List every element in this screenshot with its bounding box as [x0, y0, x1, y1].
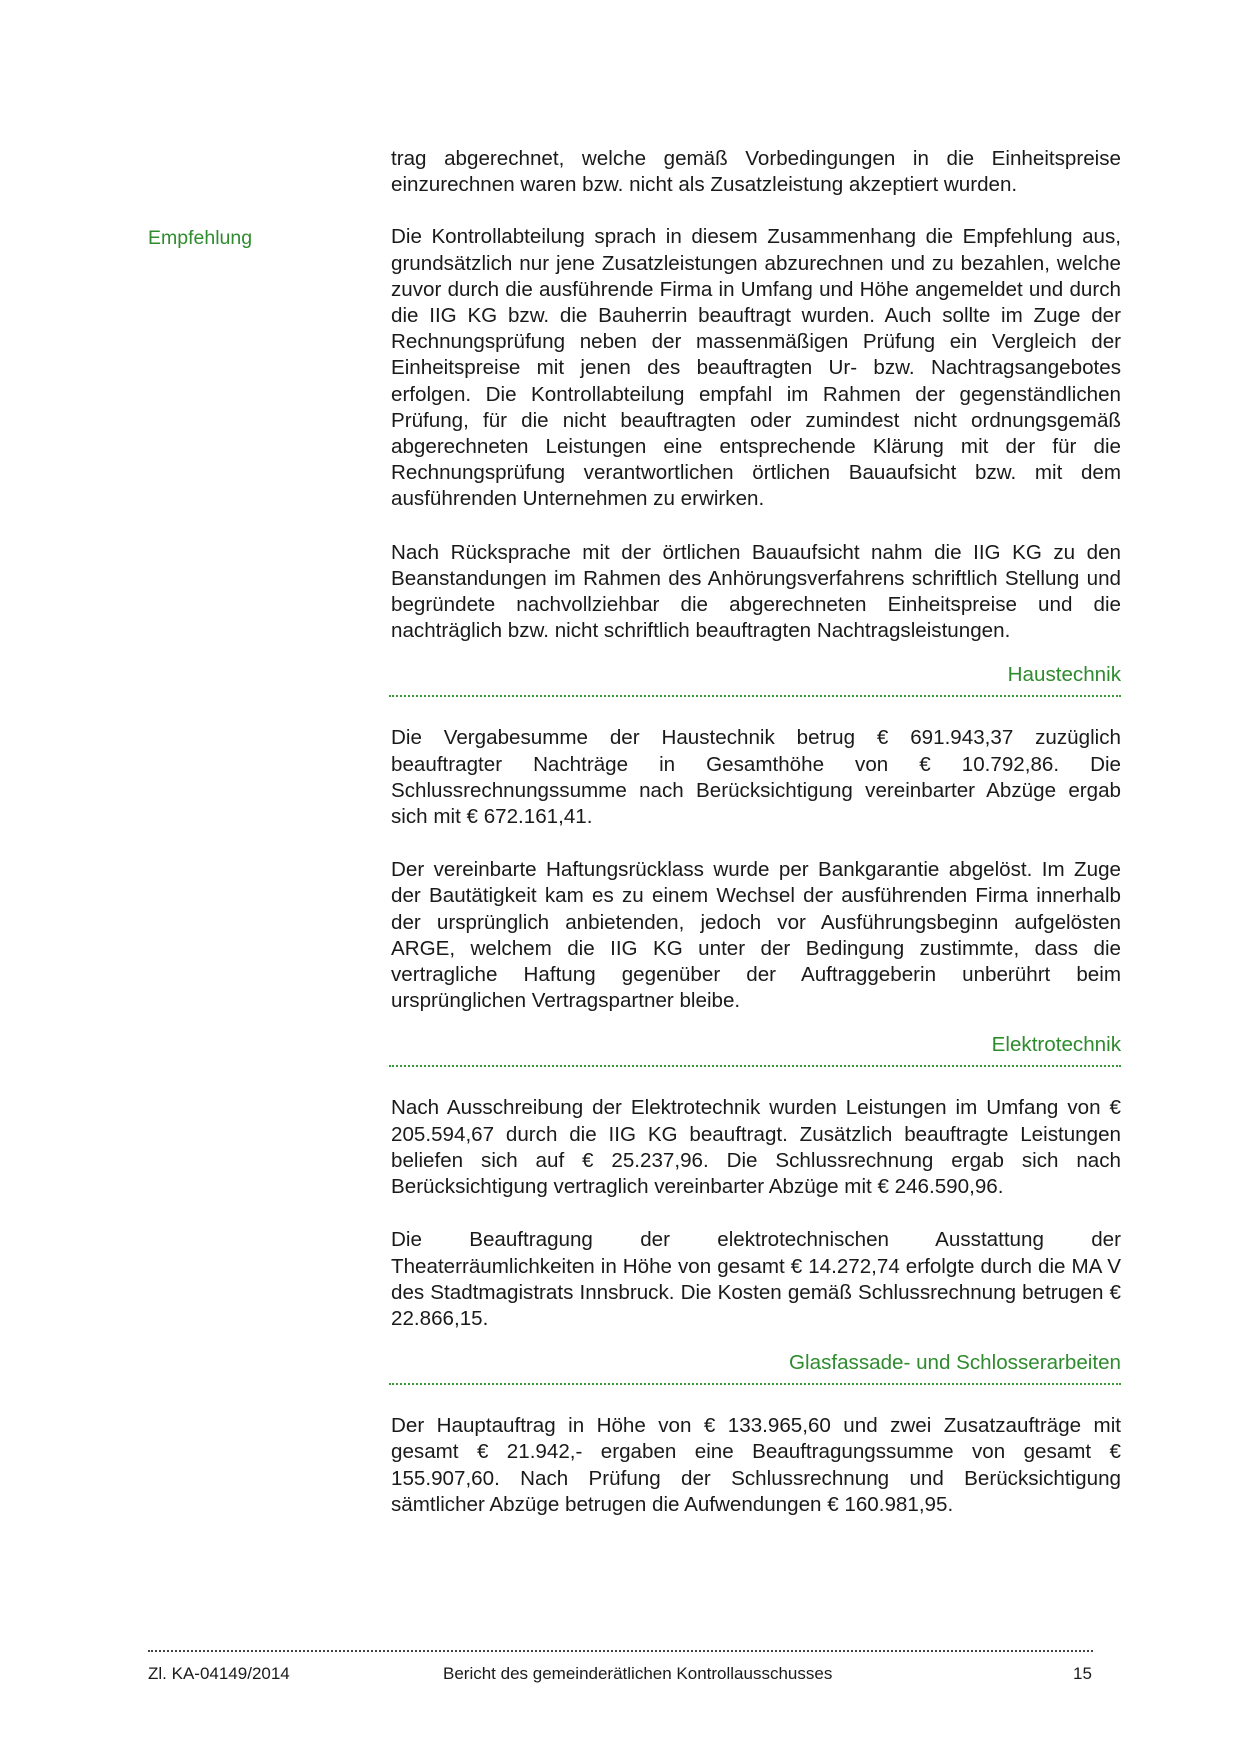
section-heading-glasfassade	[389, 1350, 1121, 1385]
paragraph-empfehlung: Die Kontrollabteilung sprach in diesem Zusammenhang die Empfehlung aus, grundsätzlich nur jene Zusatzleistungen abzurechnen und zu bezahlen, welche zuvor durch die ausführende Firma in Umfang und Höhe angemeldet und durch die IIG KG bzw. die Bauherrin beauftragt wurden. Auch sollte im Zuge der Rechnungsprüfung neben der massenmäßigen Prüfung ein Vergleich der Einheitspreise mit jenen des beauftragten Ur- bzw. Nachtragsangebotes erfolgen. Die Kontrollabteilung empfahl im Rahmen der gegenständlichen Prüfung, für die nicht beauftragten oder zumindest nicht ordnungsgemäß abgerechneten Leistungen eine entsprechende Klärung mit der für die Rechnungsprüfung verantwortlichen örtlichen Bauaufsicht bzw. mit dem ausführenden Unternehmen zu erwirken.	[391, 225, 1121, 511]
paragraph-continuation: trag abgerechnet, welche gemäß Vorbedingungen in die Einheitspreise einzurechnen waren bzw. nicht als Zusatzleistung akzeptiert wurden.	[391, 147, 1121, 197]
paragraph-haustechnik-1: Die Vergabesumme der Haustechnik betrug € 691.943,37 zuzüglich beauftragter Nachträge in Gesamthöhe von € 10.792,86. Die Schlussrechnungssumme nach Berücksichtigung vereinbarter Abzüge ergab sich mit € 672.161,41.	[391, 726, 1121, 829]
footer-divider	[148, 1650, 1093, 1652]
margin-label-empfehlung: Empfehlung	[148, 227, 253, 249]
section-heading-text: Glasfassade- und Schlosserarbeiten	[789, 1351, 1121, 1375]
paragraph-elektrotechnik-2: Die Beauftragung der elektrotechnischen Ausstattung der Theaterräumlichkeiten in Höhe von gesamt € 14.272,74 erfolgte durch die MA V des Stadtmagistrats Innsbruck. Die Kosten gemäß Schlussrechnung betrugen € 22.866,15.	[391, 1228, 1121, 1330]
paragraph-glasfassade-1: Der Hauptauftrag in Höhe von € 133.965,60 und zwei Zusatzaufträge mit gesamt € 21.942,- ergaben eine Beauftragungssumme von gesamt € 155.907,60. Nach Prüfung der Schlussrechnung und Berücksichtigung sämtlicher Abzüge betrugen die Aufwendungen € 160.981,95.	[391, 1414, 1121, 1516]
footer-title: Bericht des gemeinderätlichen Kontrollausschusses	[443, 1664, 833, 1683]
section-heading-elektrotechnik	[389, 1032, 1121, 1067]
footer-reference: Zl. KA-04149/2014	[148, 1664, 290, 1683]
main-content	[391, 146, 1121, 1518]
paragraph-haustechnik-2: Der vereinbarte Haftungsrücklass wurde per Bankgarantie abgelöst. Im Zuge der Bautätigkeit kam es zu einem Wechsel der ausführenden Firma innerhalb der ursprünglich anbietenden, jedoch vor Ausführungsbeginn aufgelösten ARGE, welchem die IIG KG unter der Bedingung zustimmte, dass die vertragliche Haftung gegenüber der Auftraggeberin unberührt beim ursprünglichen Vertragspartner bleibe.	[391, 858, 1121, 1013]
section-heading-text: Haustechnik	[1007, 663, 1121, 687]
section-heading-text: Elektrotechnik	[991, 1033, 1121, 1057]
footer-page-number: 15	[1073, 1664, 1092, 1683]
section-heading-haustechnik	[389, 662, 1121, 697]
paragraph-elektrotechnik-1: Nach Ausschreibung der Elektrotechnik wurden Leistungen im Umfang von € 205.594,67 durch die IIG KG beauftragt. Zusätzlich beauftragte Leistungen beliefen sich auf € 25.237,96. Die Schlussrechnung ergab sich nach Berücksichtigung vertraglich vereinbarter Abzüge mit € 246.590,96.	[391, 1096, 1121, 1199]
paragraph-stellungnahme: Nach Rücksprache mit der örtlichen Bauaufsicht nahm die IIG KG zu den Beanstandungen im Rahmen des Anhörungsverfahrens schriftlich Stellung und begründete nachvollziehbar die abgerechneten Einheitspreise und die nachträglich bzw. nicht schriftlich beauftragten Nachtragsleistungen.	[391, 540, 1121, 643]
